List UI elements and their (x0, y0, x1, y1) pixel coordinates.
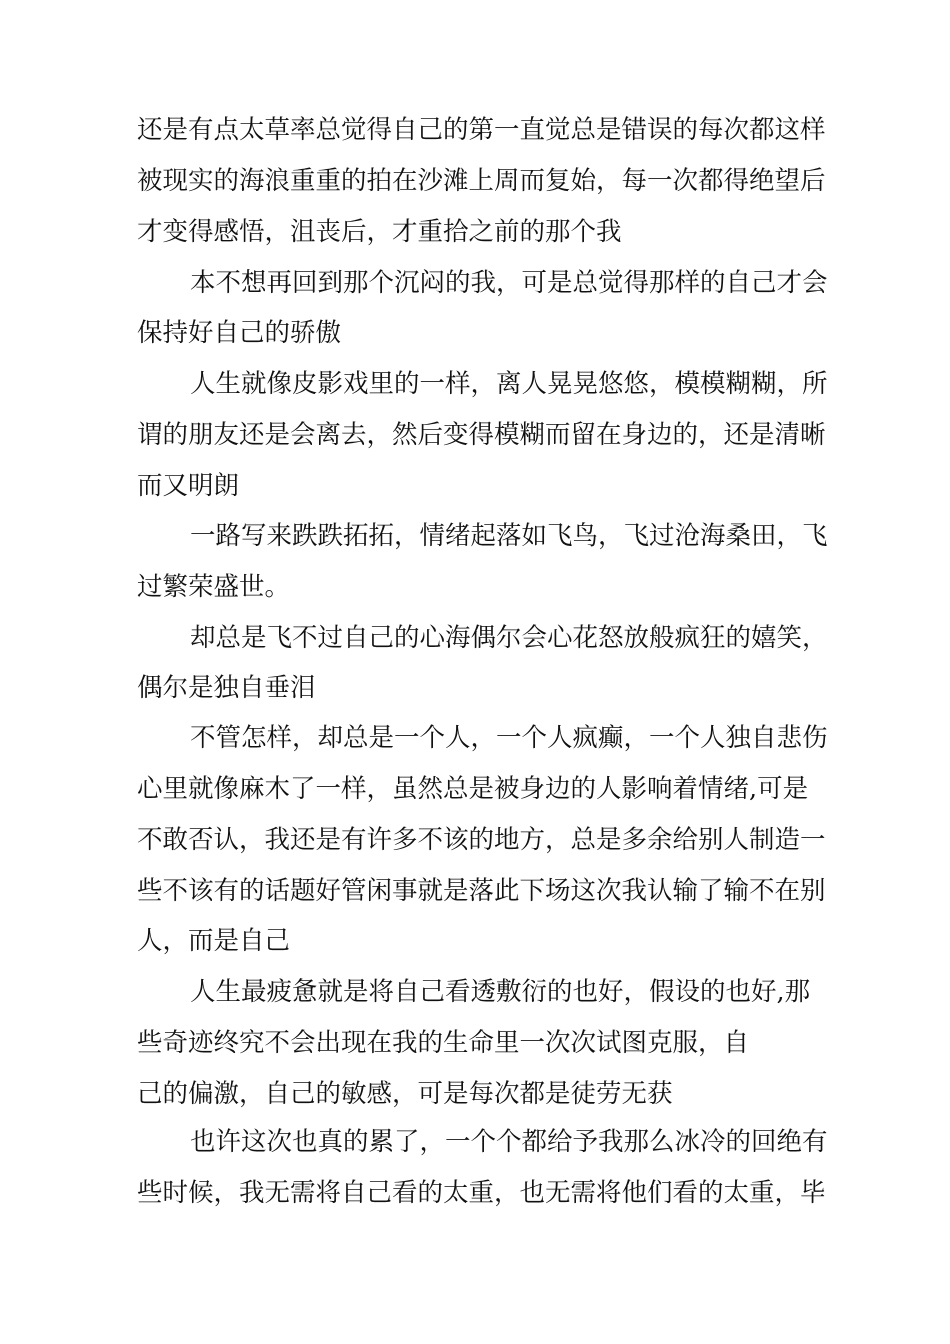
text-line: 才变得感悟，沮丧后，才重拾之前的那个我 (137, 217, 622, 247)
text-line: 些时候，我无需将自己看的太重，也无需将他们看的太重，毕 (137, 1178, 826, 1208)
paragraph-first-line: 人生就像皮影戏里的一样，离人晃晃悠悠，模模糊糊，所 (190, 369, 828, 399)
text-line: 过繁荣盛世。 (137, 572, 291, 602)
text-line: 还是有点太草率总觉得自己的第一直觉总是错误的每次都这样 (137, 115, 826, 145)
text-line: 被现实的海浪重重的拍在沙滩上周而复始，每一次都得绝望后 (137, 166, 826, 196)
text-line: 己的偏激，自己的敏感，可是每次都是徒劳无获 (137, 1079, 673, 1109)
paragraph-first-line: 一路写来跌跌拓拓，情绪起落如飞鸟，飞过沧海桑田，飞 (190, 521, 828, 551)
paragraph-first-line: 人生最疲惫就是将自己看透敷衍的也好，假设的也好,那 (190, 977, 811, 1007)
text-line: 偶尔是独自垂泪 (137, 673, 316, 703)
paragraph-first-line: 却总是飞不过自己的心海偶尔会心花怒放般疯狂的嬉笑， (190, 623, 828, 653)
text-line: 谓的朋友还是会离去，然后变得模糊而留在身边的，还是清晰 (137, 420, 826, 450)
text-line: 些奇迹终究不会出现在我的生命里一次次试图克服，自 (137, 1028, 750, 1058)
text-line: 而又明朗 (137, 471, 240, 501)
text-line: 不敢否认，我还是有许多不该的地方，总是多余给别人制造一 (137, 825, 826, 855)
text-line: 保持好自己的骄傲 (137, 318, 342, 348)
text-line: 些不该有的话题好管闲事就是落此下场这次我认输了输不在别 (137, 876, 826, 906)
paragraph-first-line: 本不想再回到那个沉闷的我，可是总觉得那样的自己才会 (190, 268, 828, 298)
paragraph-first-line: 不管怎样，却总是一个人，一个人疯癫，一个人独自悲伤 (190, 723, 828, 753)
text-line: 人，而是自己 (137, 926, 291, 956)
text-line: 心里就像麻木了一样，虽然总是被身边的人影响着情绪,可是 (137, 774, 809, 804)
paragraph-first-line: 也许这次也真的累了，一个个都给予我那么冰冷的回绝有 (190, 1127, 828, 1157)
